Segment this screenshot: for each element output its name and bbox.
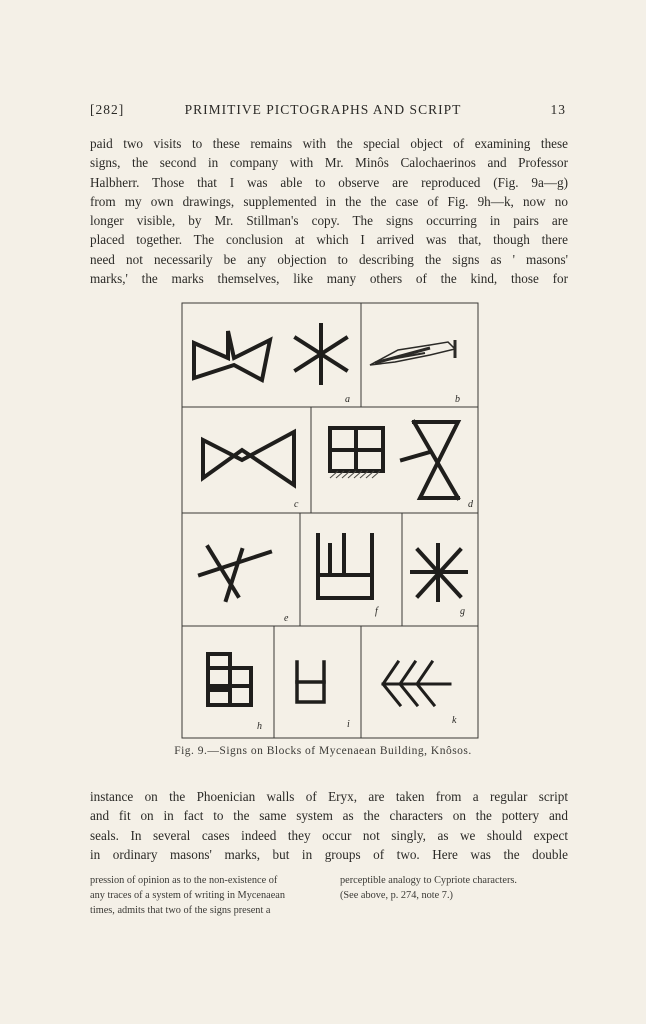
label-c: c: [294, 499, 299, 510]
running-title: PRIMITIVE PICTOGRAPHS AND SCRIPT: [184, 102, 462, 117]
label-d: d: [468, 499, 473, 510]
sign-g-star: [412, 545, 466, 600]
page-number: 13: [550, 102, 566, 117]
footnote-line: times, admits that two of the signs present a: [90, 905, 271, 916]
sign-window-grid: [330, 428, 383, 471]
label-h: h: [257, 721, 262, 732]
sign-h-grid: [208, 654, 251, 705]
sign-a-star: [296, 325, 346, 383]
text-line: marks,' the marks themselves, like many others of the kind, those for: [90, 271, 568, 287]
text-line: and fit on in fact to the same system as the characters on the pottery and: [90, 808, 568, 824]
footnote-line: any traces of a system of writing in Mycenaean: [90, 890, 286, 901]
page-reference: [282]: [90, 102, 125, 117]
footnote-left-column: [90, 873, 335, 918]
sign-a-double-axe: [194, 331, 270, 380]
footnote-line: pression of opinion as to the non-existence of: [90, 875, 278, 886]
sign-f-chair: [318, 535, 372, 598]
sign-e-star: [200, 547, 270, 600]
text-line: signs, the second in company with Mr. Minôs Calochaerinos and Professor: [90, 155, 568, 171]
footnote-line: (See above, p. 274, note 7.): [340, 890, 453, 901]
text-line: longer visible, by Mr. Stillman's copy. The signs occurring in pairs are: [90, 213, 568, 229]
label-a: a: [345, 394, 350, 405]
label-e: e: [284, 613, 289, 624]
label-k: k: [452, 715, 457, 726]
label-b: b: [455, 394, 460, 405]
text-line: seals. In several cases indeed they occur not singly, as we should expect: [90, 827, 568, 843]
text-line: paid two visits to these remains with the special object of examining these: [90, 136, 568, 151]
text-line: in ordinary masons' marks, but in groups of two. Here was the double: [90, 846, 568, 862]
label-f: f: [375, 606, 378, 617]
sign-c-double-axe: [203, 432, 294, 485]
text-line: placed together. The conclusion at which I arrived was that, though there: [90, 232, 568, 248]
sign-d-hourglass: [402, 422, 458, 498]
text-line: Halbherr. Those that I was able to observe are reproduced (Fig. 9a—g): [90, 174, 568, 190]
sign-i-ladder: [297, 662, 324, 702]
body-paragraph-2: [90, 787, 568, 864]
figure-caption: Fig. 9.—Signs on Blocks of Mycenaean Building, Knôsos.: [174, 745, 472, 757]
hatched-base: [330, 471, 380, 478]
text-line: need not necessarily be any objection to describing the signs as ' masons': [90, 251, 568, 267]
label-i: i: [347, 719, 350, 730]
text-line: from my own drawings, supplemented in the the case of Fig. 9h—k, now no: [90, 193, 568, 209]
label-g: g: [460, 606, 465, 617]
sign-b-hatched: [370, 340, 455, 365]
sign-k-arrows: [383, 662, 450, 705]
footnote-line: perceptible analogy to Cypriote characters.: [340, 875, 517, 886]
footnote-right-column: [340, 873, 575, 903]
text-line: instance on the Phoenician walls of Eryx, are taken from a regular script: [90, 789, 568, 804]
